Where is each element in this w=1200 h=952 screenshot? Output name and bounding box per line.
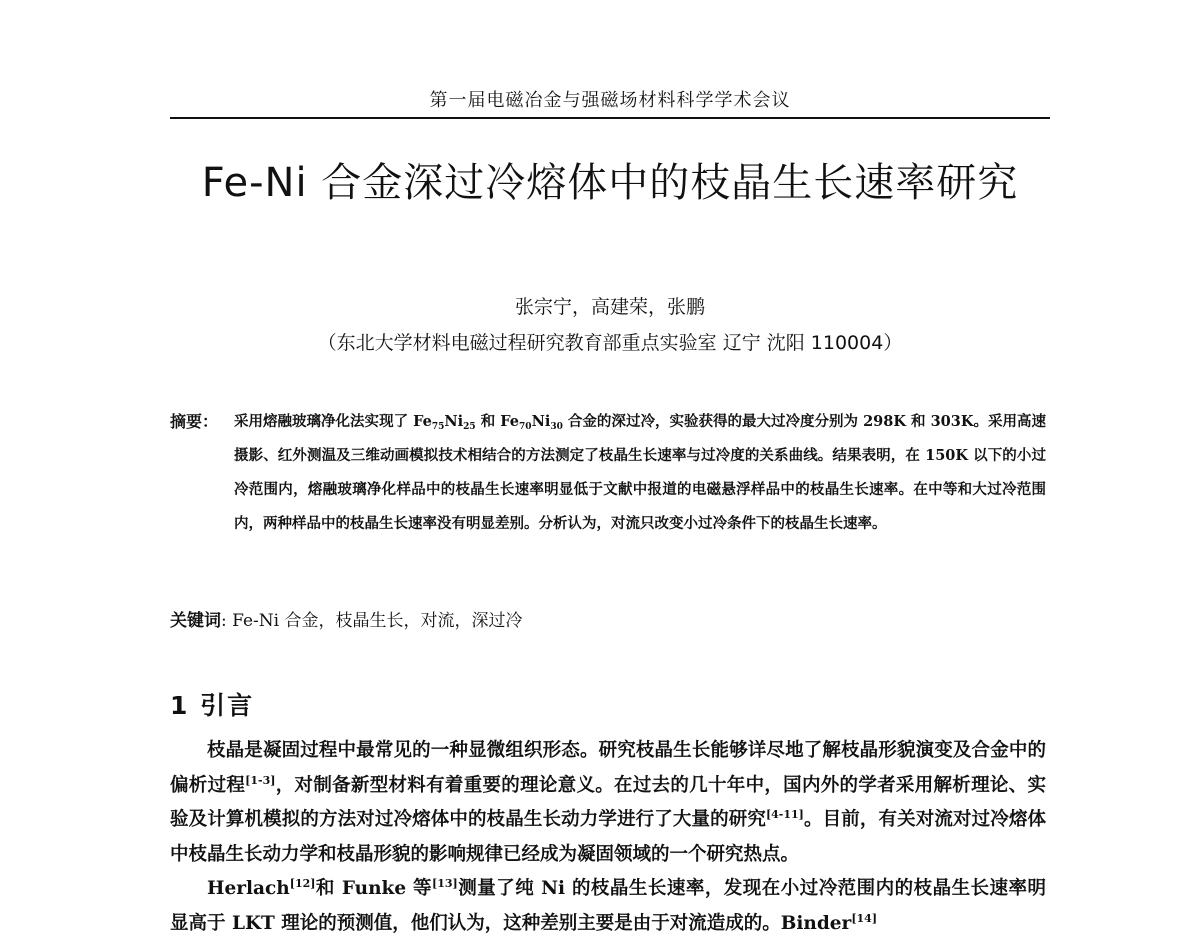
header-rule <box>170 117 1050 119</box>
citation-ref: [12] <box>289 877 316 890</box>
citation-ref: [14] <box>851 911 878 925</box>
p1-text-b: ，对制备新型材料有着重要的理论意义。在过去的几十年中，国内外的学者采用解析理论、实验及计算机模拟的方法对过冷熔体中的枝晶生长动力学进行了大量的研究 <box>170 774 1046 830</box>
p1-text-a: 枝晶是凝固过程中最常见的一种显微组织形态。研究枝晶生长能够详尽地了解枝晶形貌演变及合金中的偏析过程 <box>170 740 1046 796</box>
running-header: 第一届电磁冶金与强磁场材料科学学术会议 <box>429 90 791 111</box>
p2-text-c: 测量了纯 Ni 的枝晶生长速率，发现在小过冷范围内的枝晶生长速率明显高于 LKT 理论的预测值，他们认为，这种差别主要是由于对流造成的。Binder <box>170 878 1046 934</box>
p2-text-b: 和 Funke 等 <box>315 878 433 899</box>
abstract-text-2: 和 Fe <box>475 413 520 430</box>
paper-affiliation: （东北大学材料电磁过程研究教育部重点实验室 辽宁 沈阳 110004） <box>317 332 903 354</box>
p2-text-a: Herlach <box>207 878 290 899</box>
paper-authors: 张宗宁，高建荣，张鹏 <box>514 296 705 318</box>
keywords-label: 关键词 <box>170 611 221 631</box>
alloy1-ni: Ni <box>444 413 464 430</box>
alloy2-sub-ni: 30 <box>550 422 563 432</box>
abstract <box>170 405 1050 541</box>
introduction-body <box>170 734 1046 941</box>
section-heading-introduction: 1 引言 <box>170 691 255 720</box>
abstract-body <box>234 405 1046 541</box>
keywords <box>170 606 1050 631</box>
abstract-label: 摘要： <box>170 412 219 431</box>
alloy1-sub-fe: 75 <box>431 422 445 432</box>
citation-ref: [13] <box>432 877 458 890</box>
paper-title: Fe-Ni 合金深过冷熔体中的枝晶生长速率研究 <box>201 160 1019 206</box>
abstract-text-3: 合金的深过冷，实验获得的最大过冷度分别为 298K 和 303K。采用高速摄影、红外测温及三维动画模拟技术相结合的方法测定了枝晶生长速率与过冷度的关系曲线。结果表明，在 150K 以下的小过冷范围内，熔融玻璃净化样品中的枝晶生长速率明显低于文献中报道的电磁悬浮样品中的枝晶生长速率。在中等和大过冷范围内，两种样品中的枝晶生长速率没有明显差别。分析认为，对流只改变小过冷条件下的枝晶生长速率。 <box>234 413 1046 532</box>
intro-paragraph-2 <box>170 872 1046 941</box>
alloy2-sub-fe: 70 <box>519 422 532 432</box>
citation-ref: [1-3] <box>245 773 276 787</box>
alloy2-ni: Ni <box>531 413 551 430</box>
citation-ref: [4-11] <box>765 808 804 821</box>
abstract-text-1: 采用熔融玻璃净化法实现了 Fe <box>234 413 432 430</box>
keywords-text: : Fe-Ni 合金，枝晶生长，对流，深过冷 <box>221 611 523 631</box>
intro-paragraph-1 <box>170 734 1046 872</box>
p1-text-c: 。目前，有关对流对过冷熔体中枝晶生长动力学和枝晶形貌的影响规律已经成为凝固领域的一个研究热点。 <box>170 809 1046 865</box>
alloy1-sub-ni: 25 <box>463 422 476 432</box>
